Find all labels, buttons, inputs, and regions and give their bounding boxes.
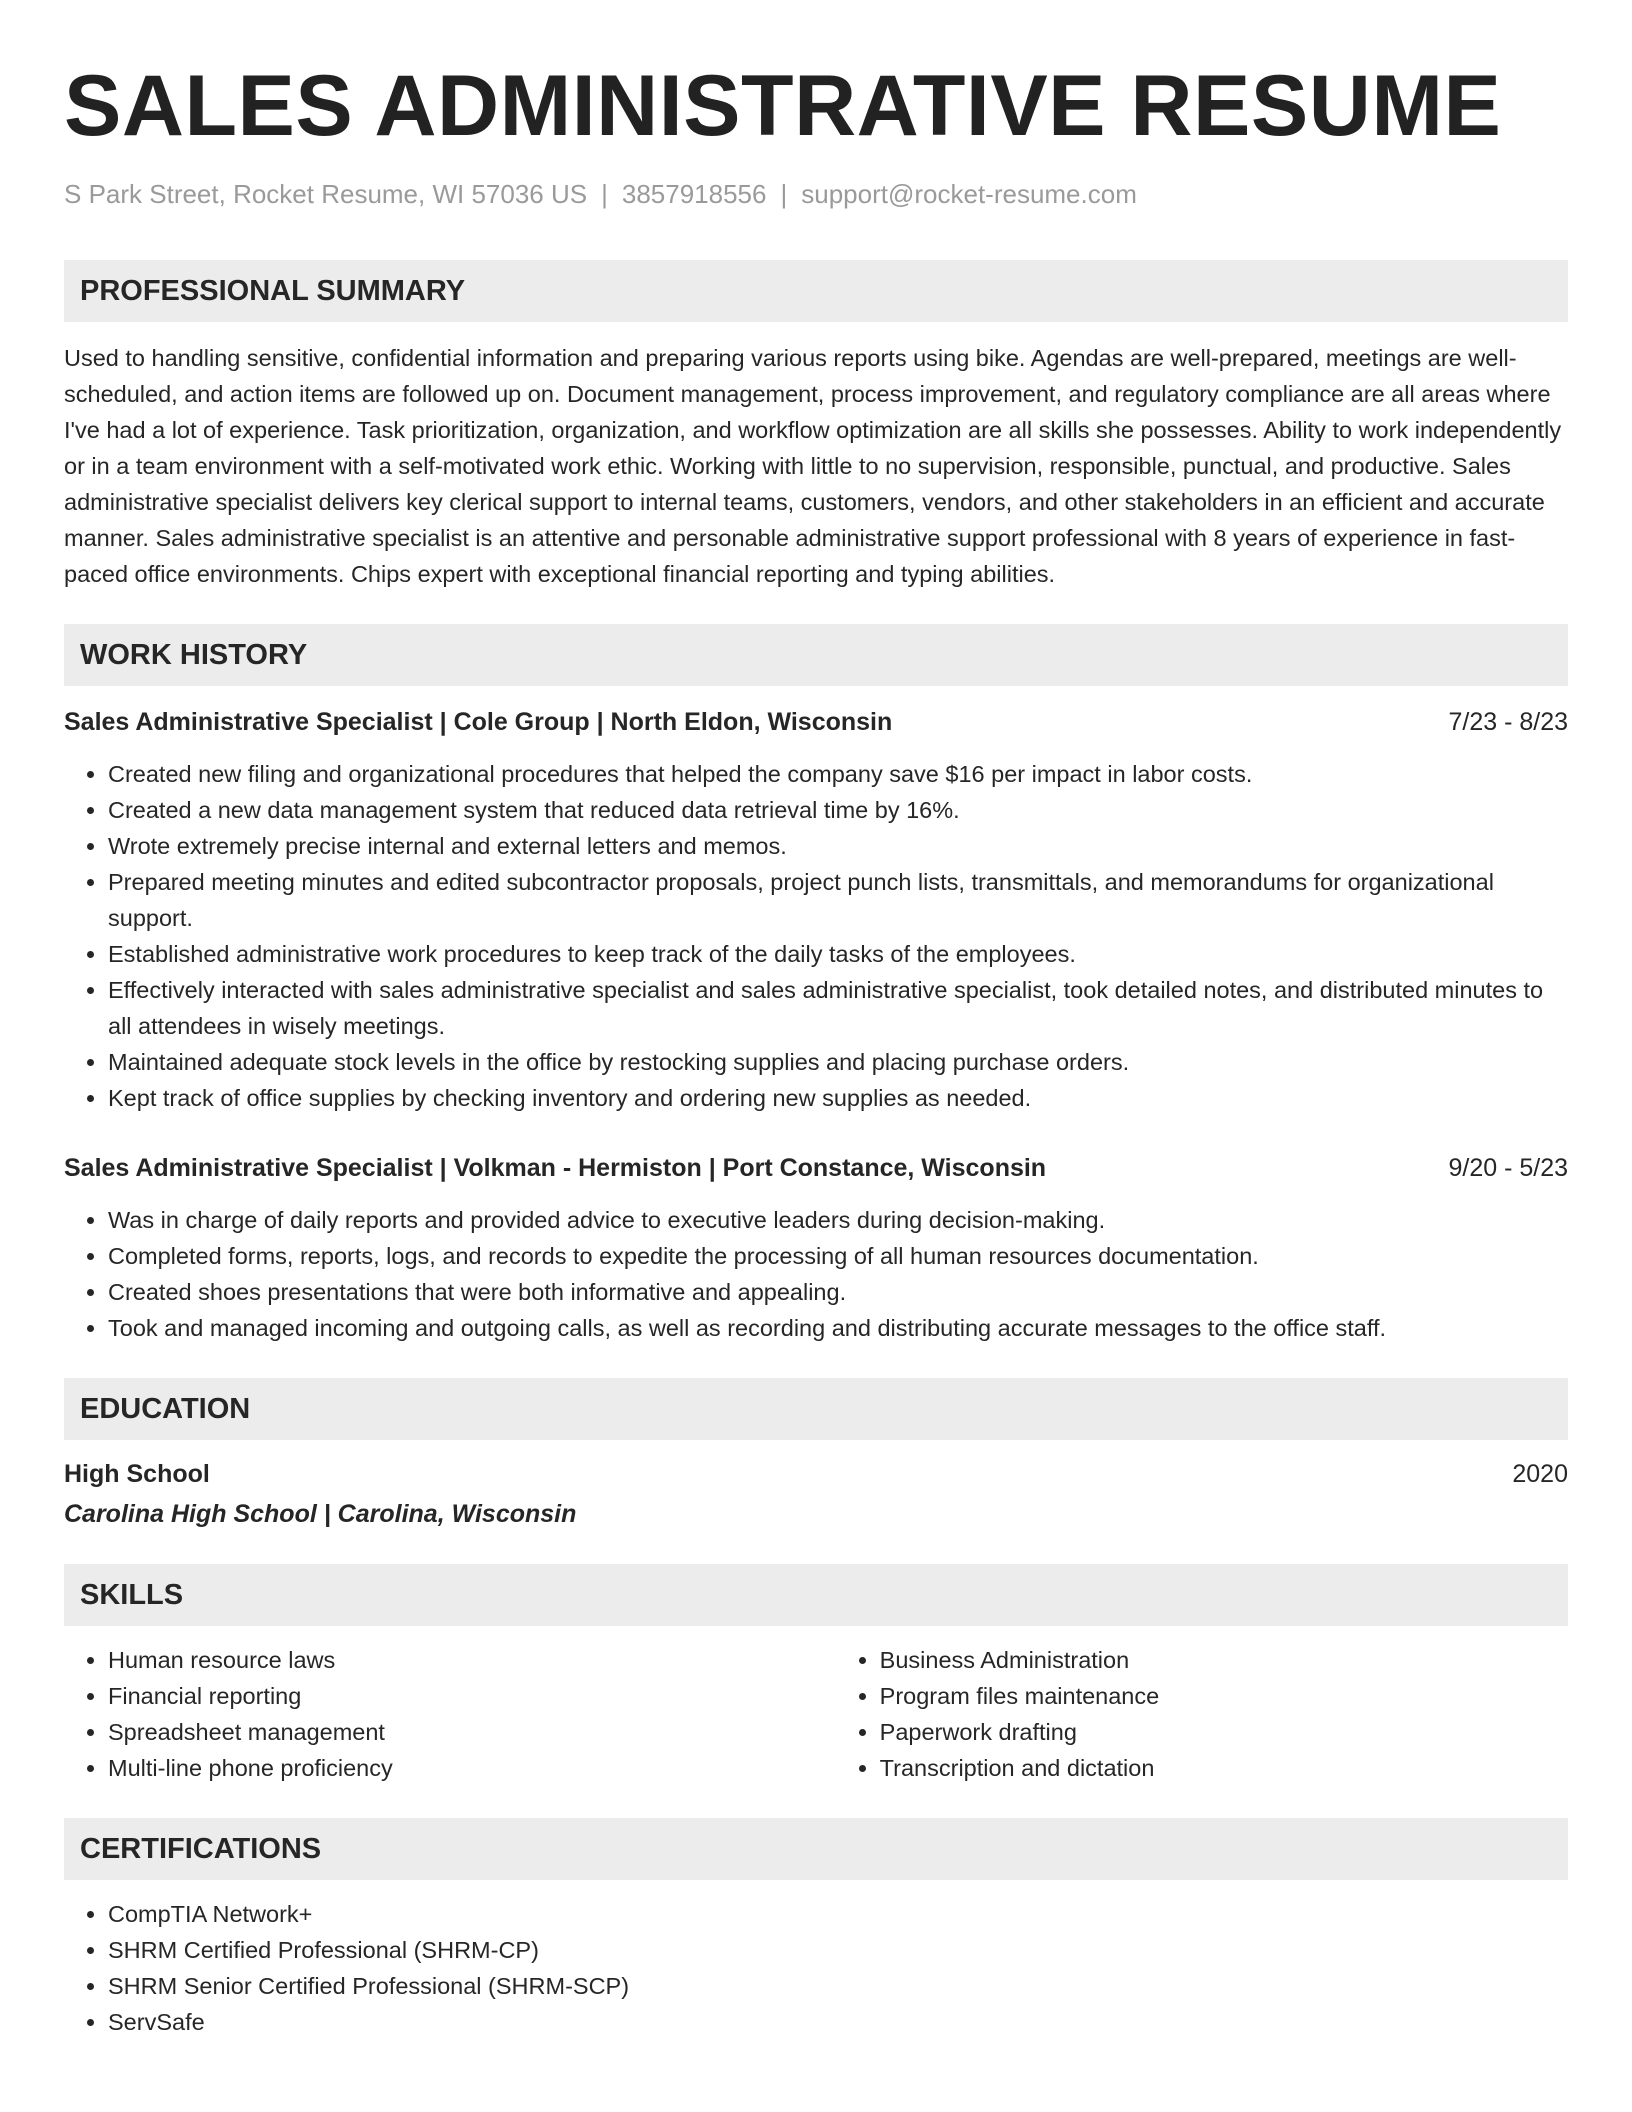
job-dates: 7/23 - 8/23 xyxy=(1448,708,1568,736)
section-header-skills: SKILLS xyxy=(64,1564,1568,1626)
job-bullet: • Completed forms, reports, logs, and records to expedite the processing of all human resources documentation. xyxy=(108,1238,1568,1274)
section-header-summary: PROFESSIONAL SUMMARY xyxy=(64,260,1568,322)
job-bullet: • Kept track of office supplies by checking inventory and ordering new supplies as needed. xyxy=(108,1080,1568,1116)
skills-column-2 xyxy=(836,1642,1568,1786)
contact-line xyxy=(64,178,1568,210)
job-bullets xyxy=(64,756,1568,1116)
contact-separator: | xyxy=(780,179,788,209)
job-header xyxy=(64,1150,1568,1186)
job-entry xyxy=(64,1150,1568,1346)
contact-phone: 3857918556 xyxy=(621,179,767,209)
contact-separator: | xyxy=(601,179,608,209)
job-bullet: • Created a new data management system that reduced data retrieval time by 16%. xyxy=(108,792,1568,828)
job-title: Sales Administrative Specialist | Cole Group | North Eldon, Wisconsin xyxy=(64,708,893,736)
skill-item: • Multi-line phone proficiency xyxy=(108,1750,836,1786)
job-bullet: • Created new filing and organizational procedures that helped the company save $16 per impact in labor costs. xyxy=(108,756,1568,792)
education-school: Carolina High School | Carolina, Wisconsin xyxy=(64,1500,577,1528)
skill-item: • Financial reporting xyxy=(108,1678,836,1714)
contact-address: S Park Street, Rocket Resume, WI 57036 US xyxy=(64,179,588,209)
job-bullet: • Wrote extremely precise internal and external letters and memos. xyxy=(108,828,1568,864)
education-degree: High School xyxy=(64,1460,210,1488)
skill-item: • Paperwork drafting xyxy=(880,1714,1568,1750)
contact-email: support@rocket-resume.com xyxy=(801,179,1137,209)
skills-grid xyxy=(64,1642,1568,1786)
summary-text: Used to handling sensitive, confidential information and preparing various reports using bike. Agendas are well-prepared, meetings are well-scheduled, and action items are followed up on. Document management, process improvement, and regulatory compliance are all areas where I've had a lot of experience. Task prioritization, organization, and workflow optimization are all skills she possesses. Ability to work independently or in a team environment with a self-motivated work ethic. Working with little to no supervision, responsible, punctual, and productive. Sales administrative specialist delivers key clerical support to internal teams, customers, vendors, and other stakeholders in an efficient and accurate manner. Sales administrative specialist is an attentive and personable administrative support professional with 8 years of experience in fast-paced office environments. Chips expert with exceptional financial reporting and typing abilities. xyxy=(64,345,1562,587)
certification-item: • CompTIA Network+ xyxy=(108,1896,1568,1932)
skill-item: • Human resource laws xyxy=(108,1642,836,1678)
job-bullet: • Prepared meeting minutes and edited subcontractor proposals, project punch lists, transmittals, and memorandums for organizational support. xyxy=(108,864,1568,936)
education-year: 2020 xyxy=(1512,1460,1568,1488)
certifications-list xyxy=(64,1896,1568,2040)
job-bullet: • Effectively interacted with sales administrative specialist and sales administrative specialist, took detailed notes, and distributed minutes to all attendees in wisely meetings. xyxy=(108,972,1568,1044)
job-bullets xyxy=(64,1202,1568,1346)
job-entry xyxy=(64,704,1568,1116)
education-header xyxy=(64,1456,1568,1492)
skill-item: • Business Administration xyxy=(880,1642,1568,1678)
resume-title: SALES ADMINISTRATIVE RESUME xyxy=(64,58,1502,154)
certification-item: • SHRM Certified Professional (SHRM-CP) xyxy=(108,1932,1568,1968)
job-bullet: • Established administrative work procedures to keep track of the daily tasks of the employees. xyxy=(108,936,1568,972)
skill-item: • Program files maintenance xyxy=(880,1678,1568,1714)
job-bullet: • Created shoes presentations that were both informative and appealing. xyxy=(108,1274,1568,1310)
section-header-certifications: CERTIFICATIONS xyxy=(64,1818,1568,1880)
certification-item: • ServSafe xyxy=(108,2004,1568,2040)
job-bullet: • Was in charge of daily reports and provided advice to executive leaders during decision-making. xyxy=(108,1202,1568,1238)
certification-item: • SHRM Senior Certified Professional (SHRM-SCP) xyxy=(108,1968,1568,2004)
section-header-work-history: WORK HISTORY xyxy=(64,624,1568,686)
job-bullet: • Took and managed incoming and outgoing calls, as well as recording and distributing accurate messages to the office staff. xyxy=(108,1310,1568,1346)
skill-item: • Spreadsheet management xyxy=(108,1714,836,1750)
section-header-education: EDUCATION xyxy=(64,1378,1568,1440)
job-title: Sales Administrative Specialist | Volkman - Hermiston | Port Constance, Wisconsin xyxy=(64,1154,1047,1182)
job-bullet: • Maintained adequate stock levels in the office by restocking supplies and placing purchase orders. xyxy=(108,1044,1568,1080)
job-dates: 9/20 - 5/23 xyxy=(1448,1154,1568,1182)
skill-item: • Transcription and dictation xyxy=(880,1750,1568,1786)
skills-column-1 xyxy=(64,1642,836,1786)
job-header xyxy=(64,704,1568,740)
